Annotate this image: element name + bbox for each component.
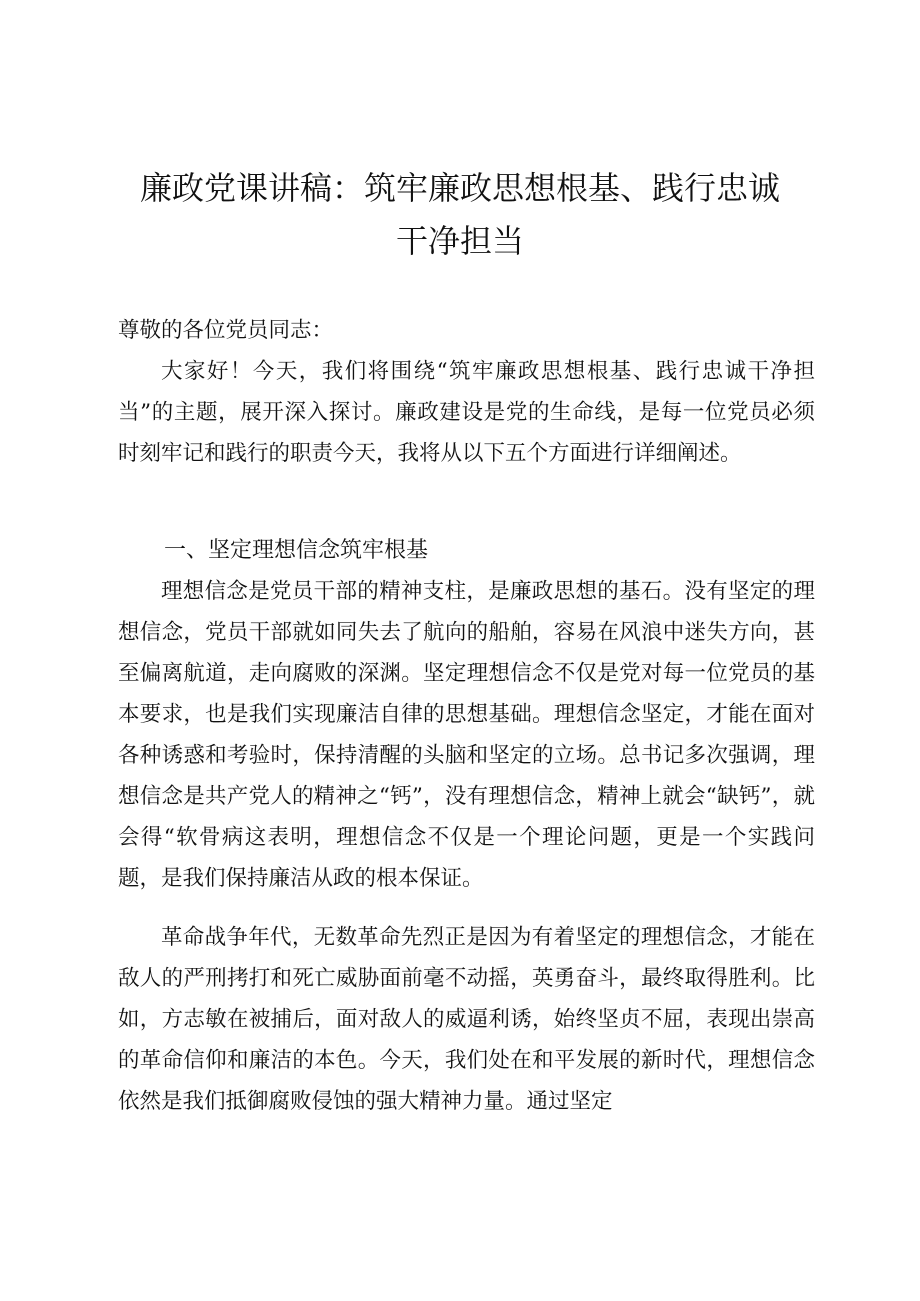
title-line-1: 廉政党课讲稿：筑牢廉政思想根基、践行忠诚 xyxy=(139,169,780,207)
section-paragraph-2: 革命战争年代，无数革命先烈正是因为有着坚定的理想信念，才能在敌人的严刑拷打和死亡威胁面前毫不动摇，英勇奋斗，最终取得胜利。比如，方志敏在被捕后，面对敌人的威逼利诱，始终坚贞不屈，表现出崇高的革命信仰和廉洁的本色。今天，我们处在和平发展的新时代，理想信念依然是我们抵御腐败侵蚀的强大精神力量。通过坚定 xyxy=(118,925,815,1114)
section-paragraph-1: 理想信念是党员干部的精神支柱，是廉政思想的基石。没有坚定的理想信念，党员干部就如同失去了航向的船舶，容易在风浪中迷失方向，甚至偏离航道，走向腐败的深渊。坚定理想信念不仅是党对每一位党员的基本要求，也是我们实现廉洁自律的思想基础。理想信念坚定，才能在面对各种诱惑和考验时，保持清醒的头脑和坚定的立场。总书记多次强调，理想信念是共产党人的精神之“钙”，没有理想信念，精神上就会“缺钙”，就会得“软骨病这表明，理想信念不仅是一个理论问题，更是一个实践问题，是我们保持廉洁从政的根本保证。 xyxy=(118,579,815,891)
intro-paragraph: 大家好！今天，我们将围绕“筑牢廉政思想根基、践行忠诚干净担当”的主题，展开深入探讨。廉政建设是党的生命线，是每一位党员必须时刻牢记和践行的职责今天，我将从以下五个方面进行详细阐述。 xyxy=(118,359,815,466)
section-heading: 一、坚定理想信念筑牢根基 xyxy=(164,538,429,563)
greeting: 尊敬的各位党员同志： xyxy=(118,318,334,343)
document-title xyxy=(120,162,800,268)
title-line-2: 干净担当 xyxy=(395,222,524,260)
